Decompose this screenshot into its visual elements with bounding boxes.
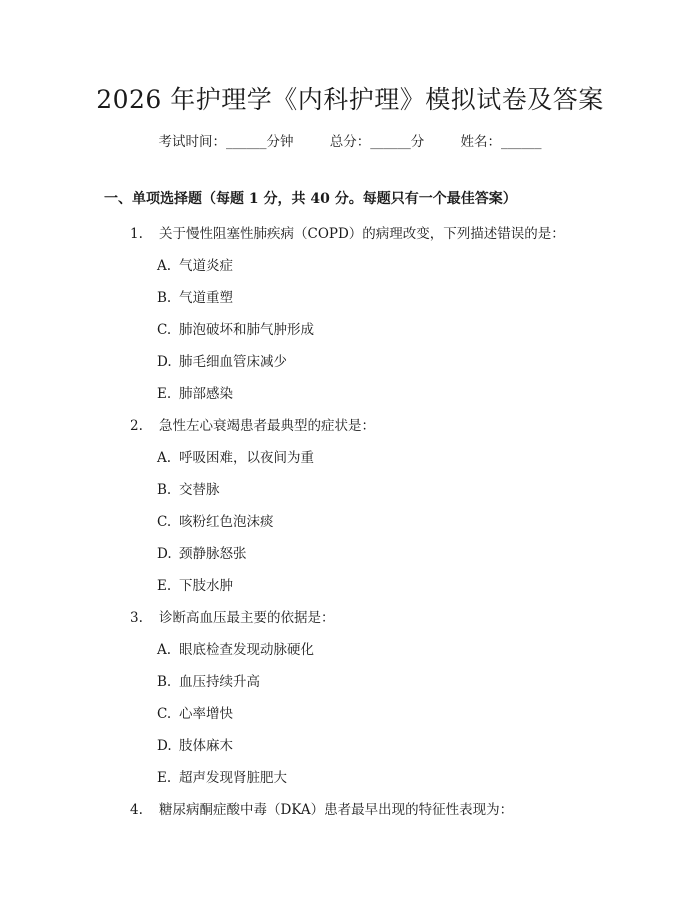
option-text: 交替脉 bbox=[179, 482, 220, 498]
question-text: 关于慢性阻塞性肺疾病（COPD）的病理改变，下列描述错误的是： bbox=[159, 226, 565, 242]
option-text: 咳粉红色泡沫痰 bbox=[179, 514, 274, 530]
question-number: 4. bbox=[130, 802, 143, 818]
option-3a bbox=[157, 638, 314, 658]
option-1b bbox=[157, 286, 233, 306]
option-text: 下肢水肿 bbox=[179, 578, 233, 594]
option-1a bbox=[157, 254, 233, 274]
option-3d bbox=[157, 734, 233, 754]
option-3b bbox=[157, 670, 260, 690]
option-2b bbox=[157, 478, 220, 498]
option-2d bbox=[157, 542, 247, 562]
question-number: 3. bbox=[130, 610, 143, 626]
question-1 bbox=[130, 222, 565, 242]
option-letter: D. bbox=[157, 546, 172, 562]
question-number: 1. bbox=[130, 226, 143, 242]
option-1e bbox=[157, 382, 233, 402]
option-text: 气道炎症 bbox=[179, 258, 233, 274]
option-2e bbox=[157, 574, 233, 594]
option-letter: A. bbox=[157, 642, 172, 658]
option-text: 眼底检查发现动脉硬化 bbox=[179, 642, 314, 658]
question-3 bbox=[130, 606, 335, 626]
option-text: 血压持续升高 bbox=[179, 674, 260, 690]
question-text: 诊断高血压最主要的依据是： bbox=[159, 610, 335, 626]
option-text: 呼吸困难，以夜间为重 bbox=[179, 450, 314, 466]
question-number: 2. bbox=[130, 418, 143, 434]
option-letter: A. bbox=[157, 258, 172, 274]
total-score-field: 总分：______分 bbox=[329, 134, 425, 150]
question-text: 糖尿病酮症酸中毒（DKA）患者最早出现的特征性表现为： bbox=[159, 802, 514, 818]
option-letter: E. bbox=[157, 386, 172, 402]
option-letter: B. bbox=[157, 674, 172, 690]
option-letter: E. bbox=[157, 770, 172, 786]
page-title: 2026 年护理学《内科护理》模拟试卷及答案 bbox=[96, 85, 604, 114]
option-text: 气道重塑 bbox=[179, 290, 233, 306]
option-3e bbox=[157, 766, 287, 786]
option-1d bbox=[157, 350, 287, 370]
exam-info bbox=[0, 130, 700, 150]
exam-time-field: 考试时间：______分钟 bbox=[158, 134, 294, 150]
question-text: 急性左心衰竭患者最典型的症状是： bbox=[159, 418, 375, 434]
option-letter: E. bbox=[157, 578, 172, 594]
option-text: 心率增快 bbox=[179, 706, 233, 722]
question-2 bbox=[130, 414, 375, 434]
option-1c bbox=[157, 318, 314, 338]
option-text: 肺泡破坏和肺气肿形成 bbox=[179, 322, 314, 338]
option-text: 肺毛细血管床减少 bbox=[179, 354, 287, 370]
option-text: 肢体麻木 bbox=[179, 738, 233, 754]
student-name-field: 姓名：______ bbox=[460, 134, 542, 150]
option-text: 肺部感染 bbox=[179, 386, 233, 402]
question-4 bbox=[130, 798, 513, 818]
option-letter: C. bbox=[157, 514, 172, 530]
option-3c bbox=[157, 702, 233, 722]
option-letter: B. bbox=[157, 482, 172, 498]
option-text: 颈静脉怒张 bbox=[179, 546, 247, 562]
option-text: 超声发现肾脏肥大 bbox=[179, 770, 287, 786]
option-2a bbox=[157, 446, 314, 466]
section-heading: 一、单项选择题（每题 1 分，共 40 分。每题只有一个最佳答案） bbox=[104, 191, 517, 207]
option-letter: D. bbox=[157, 354, 172, 370]
option-letter: B. bbox=[157, 290, 172, 306]
option-letter: D. bbox=[157, 738, 172, 754]
option-letter: C. bbox=[157, 706, 172, 722]
option-letter: A. bbox=[157, 450, 172, 466]
option-2c bbox=[157, 510, 274, 530]
option-letter: C. bbox=[157, 322, 172, 338]
